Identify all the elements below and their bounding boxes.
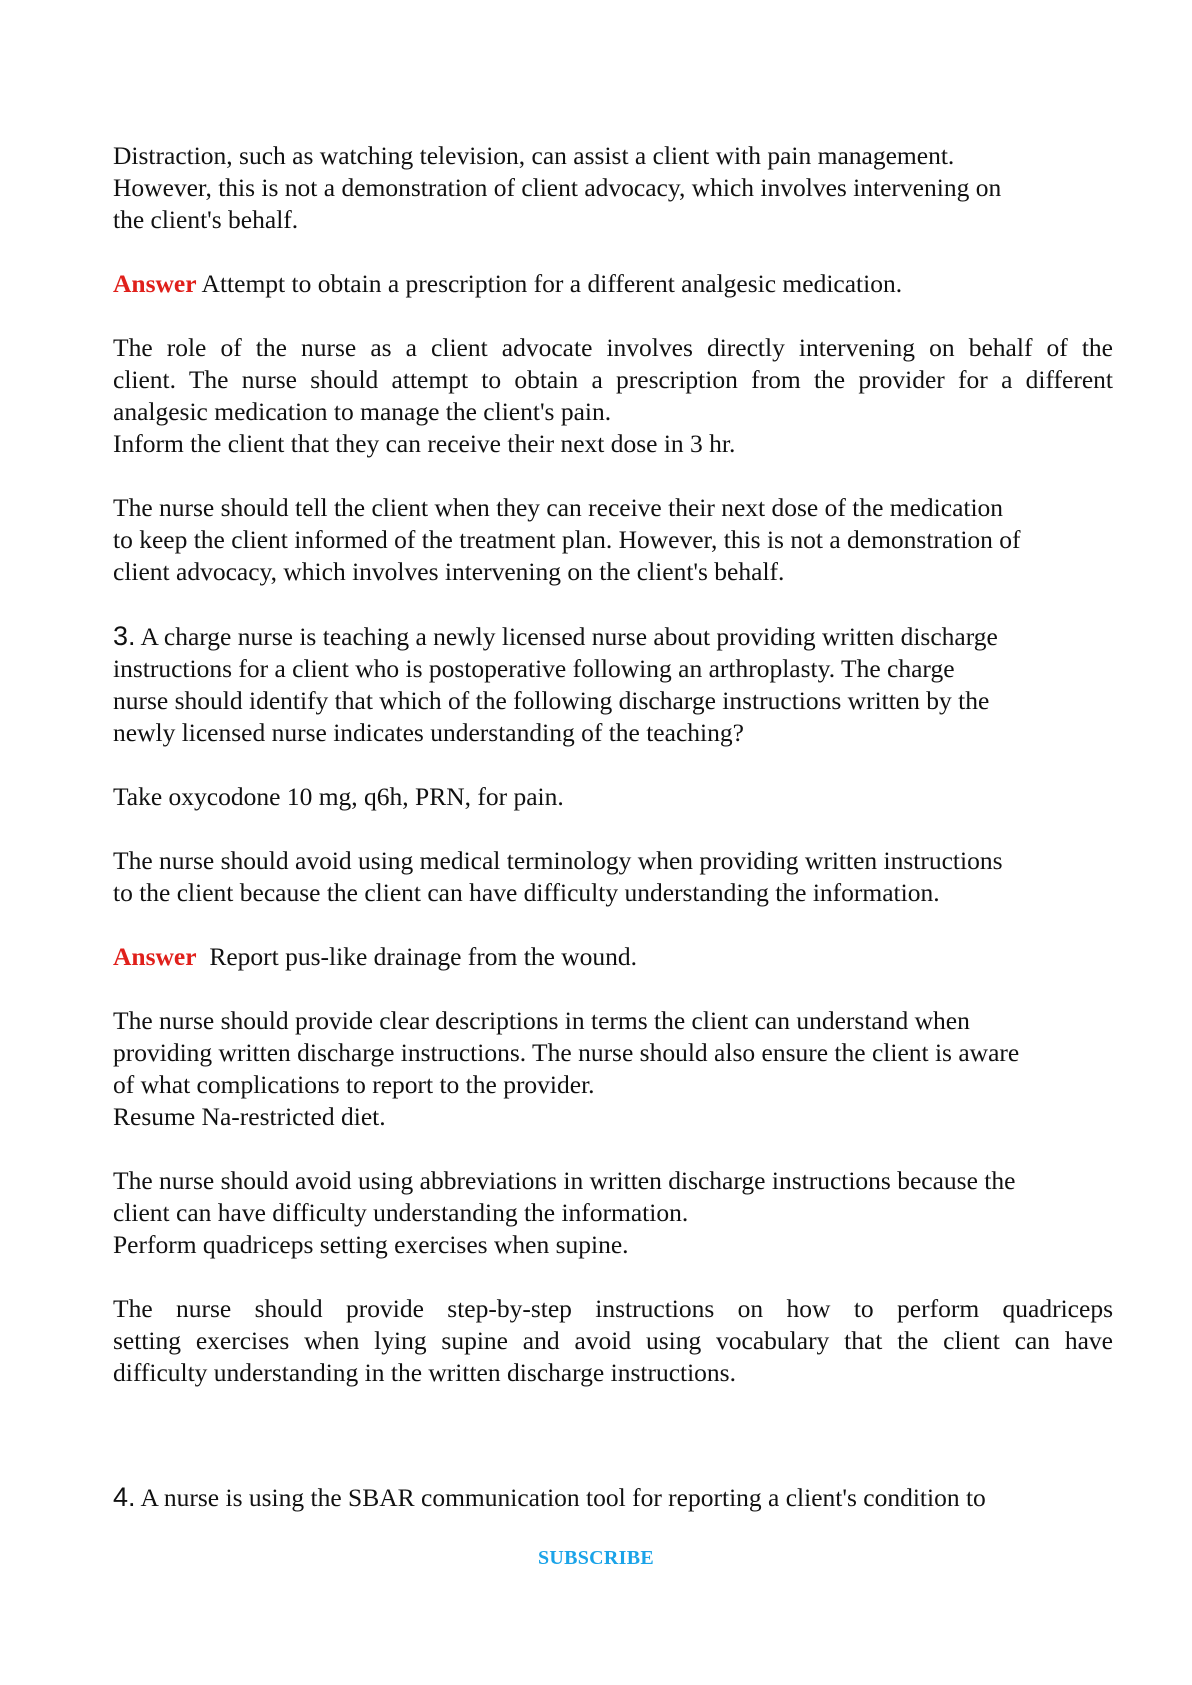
question-first-line (113, 1481, 1113, 1514)
text-line: analgesic medication to manage the client's pain. (113, 397, 612, 426)
text-line: client advocacy, which involves intervening on the client's behalf. (113, 557, 785, 586)
question-number: 3. (113, 621, 136, 651)
text-line: of what complications to report to the provider. (113, 1070, 595, 1099)
text-line: instructions for a client who is postoperative following an arthroplasty. The charge (113, 654, 955, 683)
text-line: A charge nurse is teaching a newly licensed nurse about providing written discharge (135, 622, 998, 651)
text-line: The nurse should provide step-by-step instructions on how to perform quadriceps (113, 1294, 1113, 1323)
answer-text: Report pus-like drainage from the wound. (196, 942, 638, 971)
text-line: to the client because the client can have difficulty understanding the information. (113, 878, 940, 907)
answer-text: Attempt to obtain a prescription for a different analgesic medication. (196, 269, 903, 298)
option-text: Resume Na-restricted diet. (113, 1102, 386, 1131)
text-line: difficulty understanding in the written discharge instructions. (113, 1358, 736, 1387)
text-line: setting exercises when lying supine and avoid using vocabulary that the client can have (113, 1326, 1113, 1355)
subscribe-link[interactable]: SUBSCRIBE (537, 1547, 655, 1569)
text-line: The nurse should tell the client when they can receive their next dose of the medication (113, 493, 1004, 522)
paragraph-abbreviations (113, 1165, 1113, 1261)
question-4 (113, 1481, 1113, 1514)
paragraph-clear-descriptions (113, 1005, 1113, 1133)
text-line: providing written discharge instructions. The nurse should also ensure the client is aware (113, 1038, 1020, 1067)
text-line: The role of the nurse as a client advocate involves directly intervening on behalf of the (113, 333, 1113, 362)
answer-label: Answer (113, 269, 197, 298)
question-first-line (113, 620, 1113, 653)
text-line: However, this is not a demonstration of client advocacy, which involves intervening on (113, 173, 1002, 202)
text-line: newly licensed nurse indicates understanding of the teaching? (113, 718, 744, 747)
text-line: The nurse should avoid using abbreviations in written discharge instructions because the (113, 1166, 1016, 1195)
text-line: nurse should identify that which of the following discharge instructions written by the (113, 686, 990, 715)
option-text: Take oxycodone 10 mg, q6h, PRN, for pain. (113, 782, 564, 811)
text-line: Distraction, such as watching television, can assist a client with pain management. (113, 141, 955, 170)
answer-1 (113, 268, 1113, 300)
document-body (113, 140, 1113, 1514)
paragraph-advocate-role (113, 332, 1113, 460)
spacer (113, 1389, 1113, 1481)
answer-label: Answer (113, 942, 197, 971)
text-line: client can have difficulty understanding the information. (113, 1198, 689, 1227)
question-3 (113, 620, 1113, 749)
option-oxycodone (113, 781, 1113, 813)
paragraph-terminology (113, 845, 1113, 909)
text-line: A nurse is using the SBAR communication tool for reporting a client's condition to (135, 1483, 986, 1512)
text-line: The nurse should avoid using medical terminology when providing written instructions (113, 846, 1003, 875)
text-line: the client's behalf. (113, 205, 299, 234)
text-line: client. The nurse should attempt to obtain a prescription from the provider for a different (113, 365, 1113, 394)
question-number: 4. (113, 1482, 136, 1512)
answer-2 (113, 941, 1113, 973)
option-text: Inform the client that they can receive their next dose in 3 hr. (113, 429, 736, 458)
paragraph-step-by-step (113, 1293, 1113, 1389)
paragraph-distraction (113, 140, 1113, 236)
option-text: Perform quadriceps setting exercises when supine. (113, 1230, 629, 1259)
text-line: to keep the client informed of the treatment plan. However, this is not a demonstration of (113, 525, 1021, 554)
paragraph-next-dose (113, 492, 1113, 588)
text-line: The nurse should provide clear descriptions in terms the client can understand when (113, 1006, 970, 1035)
